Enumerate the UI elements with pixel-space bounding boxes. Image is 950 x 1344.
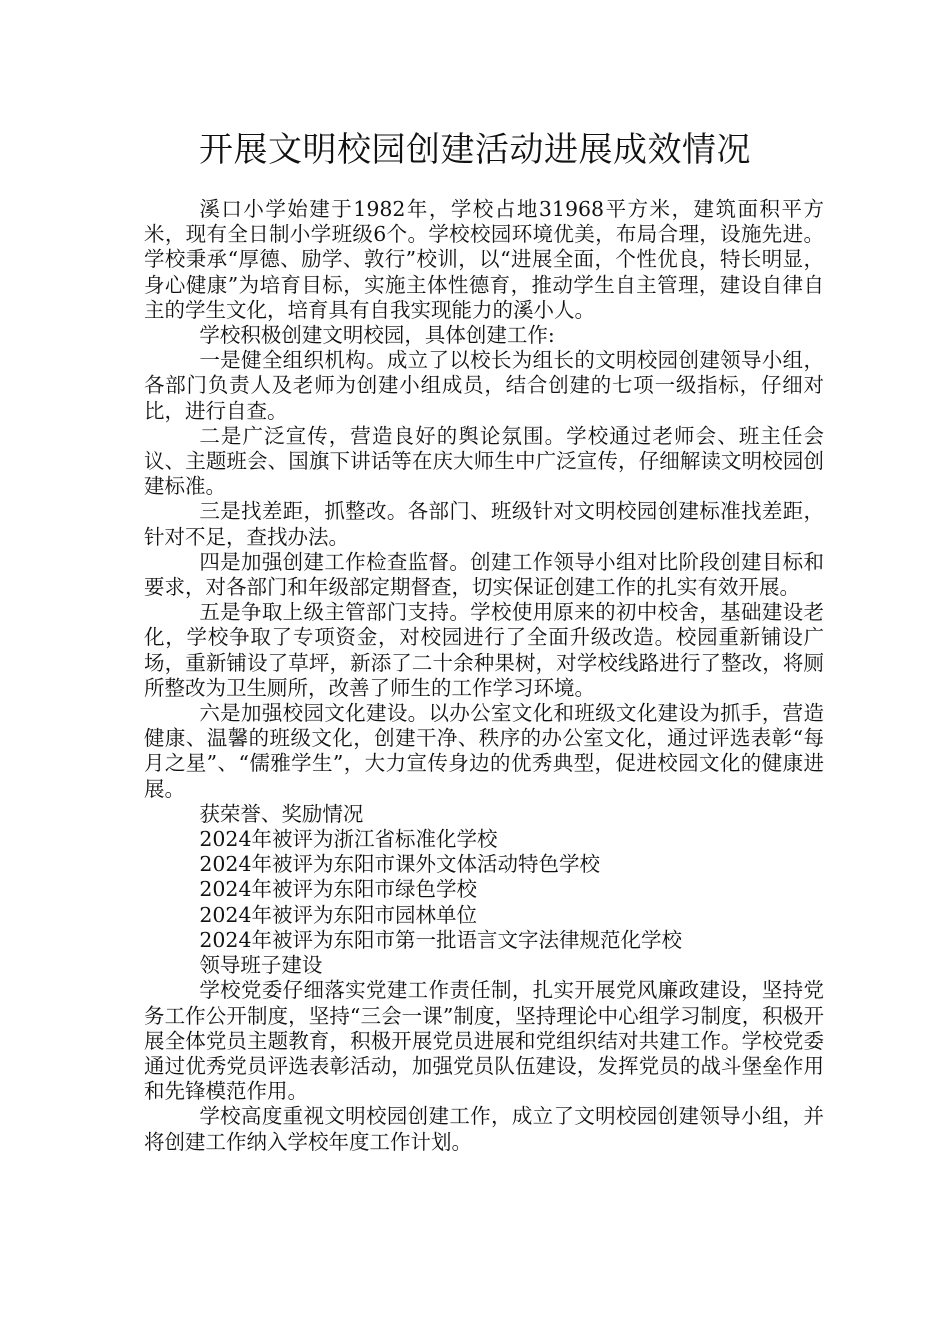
paragraph-party-building: 学校党委仔细落实党建工作责任制，扎实开展党风廉政建设，坚持党务工作公开制度，坚持“三会一课”制度，坚持理论中心组学习制度，积极开展全体党员主题教育，积极开展党员进展和党组织结对共建工作。学校党委通过优秀党员评选表彰活动，加强党员队伍建设，发挥党员的战斗堡垒作用和先锋模范作用。 <box>144 978 824 1104</box>
paragraph-item-6: 六是加强校园文化建设。以办公室文化和班级文化建设为抓手，营造健康、温馨的班级文化，创建干净、秩序的办公室文化，通过评选表彰“每月之星”、“儒雅学生”，大力宣传身边的优秀典型，促进校园文化的健康进展。 <box>144 701 824 801</box>
paragraph-work-intro: 学校积极创建文明校园，具体创建工作: <box>199 323 555 348</box>
honor-item: 2024年被评为东阳市园林单位 <box>199 902 478 927</box>
paragraph-item-5: 五是争取上级主管部门支持。学校使用原来的初中校舍，基础建设老化，学校争取了专项资金，对校园进行了全面升级改造。校园重新铺设广场，重新铺设了草坪，新添了二十余种果树，对学校线路进行了整改，将厕所整改为卫生厕所，改善了师生的工作学习环境。 <box>144 600 824 700</box>
honor-item: 2024年被评为浙江省标准化学校 <box>199 827 498 852</box>
honor-item: 2024年被评为东阳市课外文体活动特色学校 <box>199 852 601 877</box>
honor-item: 2024年被评为东阳市第一批语言文字法律规范化学校 <box>199 927 683 952</box>
paragraph-item-3: 三是找差距，抓整改。各部门、班级针对文明校园创建标准找差距，针对不足，查找办法。 <box>144 499 824 549</box>
paragraph-intro: 溪口小学始建于1982年，学校占地31968平方米，建筑面积平方米，现有全日制小学班级6个。学校校园环境优美，布局合理，设施先进。学校秉承“厚德、励学、敦行”校训，以“进展全面，个性优良，特长明显，身心健康”为培育目标，实施主体性德育，推动学生自主管理，建设自律自主的学生文化，培育具有自我实现能力的溪小人。 <box>144 197 824 322</box>
honor-item: 2024年被评为东阳市绿色学校 <box>199 877 478 902</box>
document-title: 开展文明校园创建活动进展成效情况 <box>199 130 751 170</box>
section-heading-honors: 获荣誉、奖励情况 <box>199 801 364 826</box>
paragraph-item-1: 一是健全组织机构。成立了以校长为组长的文明校园创建领导小组，各部门负责人及老师为创建小组成员，结合创建的七项一级指标，仔细对比，进行自查。 <box>144 348 824 423</box>
paragraph-item-4: 四是加强创建工作检查监督。创建工作领导小组对比阶段创建目标和要求，对各部门和年级部定期督查，切实保证创建工作的扎实有效开展。 <box>144 549 824 600</box>
document-body <box>144 197 824 1155</box>
section-heading-leadership: 领导班子建设 <box>199 953 323 978</box>
paragraph-item-2: 二是广泛宣传，营造良好的舆论氛围。学校通过老师会、班主任会议、主题班会、国旗下讲话等在庆大师生中广泛宣传，仔细解读文明校园创建标准。 <box>144 423 824 499</box>
paragraph-conclusion: 学校高度重视文明校园创建工作，成立了文明校园创建领导小组，并将创建工作纳入学校年度工作计划。 <box>144 1104 824 1154</box>
